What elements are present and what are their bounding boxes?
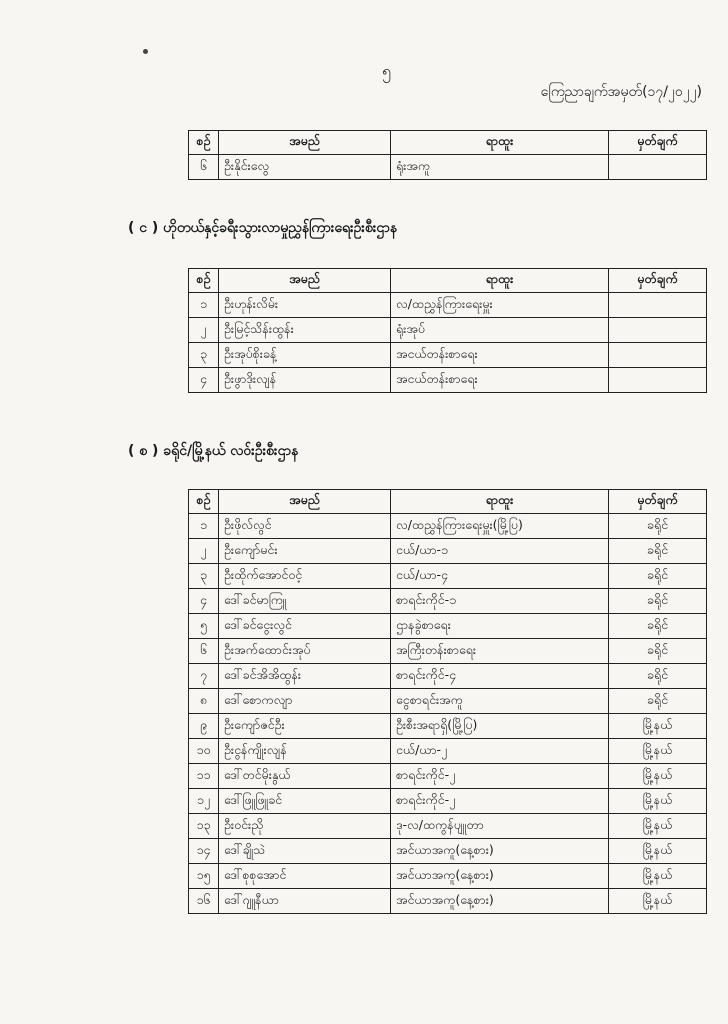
cell-position: အငယ်တန်းစာရေး [391, 368, 609, 393]
cell-position: အငယ်တန်းစာရေး [391, 343, 609, 368]
cell-position: ငယ်/ယာ-၁ [391, 539, 609, 564]
section-e-table [188, 489, 707, 914]
cell-name: ဒေါ်စုစုအောင် [219, 864, 391, 889]
header-no: စဉ် [189, 490, 219, 514]
cell-name: ဒေါ်ဂျူနီယာ [219, 889, 391, 914]
staff-table-continued [188, 130, 707, 180]
cell-remark [609, 155, 707, 180]
table-row [189, 343, 707, 368]
cell-no: ၁၁ [189, 764, 219, 789]
table-header-row [189, 269, 707, 293]
cell-name: ဦးအက်ထောင်းအုပ် [219, 639, 391, 664]
cell-no: ၆ [189, 639, 219, 664]
cell-position: ဌာနခွဲစာရေး [391, 614, 609, 639]
cell-position: လ/ထညွှန်ကြားရေးမှူး [391, 293, 609, 318]
cell-no: ၁၃ [189, 814, 219, 839]
table-row [189, 714, 707, 739]
cell-name: ဒေါ်ခင်မာကြူ [219, 589, 391, 614]
cell-remark: ခရိုင် [609, 589, 707, 614]
cell-remark: ခရိုင် [609, 614, 707, 639]
cell-no: ၁၀ [189, 739, 219, 764]
cell-remark: ခရိုင် [609, 514, 707, 539]
cell-remark: မြို့နယ် [609, 764, 707, 789]
section-e-heading: ( စ ) ခရိုင်/မြို့နယ် လဝ်းဦးစီးဌာန [128, 443, 299, 459]
announcement-reference: ကြေညာချက်အမှတ်(၁၇/၂၀၂၂) [540, 84, 702, 100]
table-row [189, 739, 707, 764]
cell-name: ဦးနိုင်းလွေ [219, 155, 391, 180]
table-row [189, 664, 707, 689]
table-row [189, 318, 707, 343]
table-row [189, 614, 707, 639]
cell-no: ၉ [189, 714, 219, 739]
cell-position: စာရင်းကိုင်-၁ [391, 589, 609, 614]
cell-no: ၁ [189, 293, 219, 318]
section-c-heading: ( င ) ဟိုတယ်နှင့်ခရီးသွားလာမှုညွှန်ကြားရေးဦးစီးဌာန [128, 220, 398, 236]
cell-no: ၄ [189, 589, 219, 614]
table-row [189, 564, 707, 589]
header-position: ရာထူး [391, 269, 609, 293]
header-position: ရာထူး [391, 490, 609, 514]
table-row [189, 368, 707, 393]
table-row [189, 764, 707, 789]
cell-position: လ/ထညွှန်ကြားရေးမှူး(မြို့ပြ) [391, 514, 609, 539]
cell-no: ၁၂ [189, 789, 219, 814]
cell-remark: မြို့နယ် [609, 839, 707, 864]
cell-no: ၇ [189, 664, 219, 689]
cell-remark [609, 368, 707, 393]
cell-name: ဦးဖိုလ်လွင် [219, 514, 391, 539]
cell-remark [609, 318, 707, 343]
cell-remark: ခရိုင် [609, 639, 707, 664]
table-row [189, 889, 707, 914]
cell-position: အင်ယာအကူ(နေ့စား) [391, 864, 609, 889]
header-remark: မှတ်ချက် [609, 490, 707, 514]
cell-name: ဦးကျော်ဇင်ဦး [219, 714, 391, 739]
ink-mark [143, 49, 148, 54]
table-header-row [189, 131, 707, 155]
cell-no: ၈ [189, 689, 219, 714]
cell-position: ငွေစာရင်းအကူ [391, 689, 609, 714]
cell-name: ဦးဖွာဒိုးလျန် [219, 368, 391, 393]
cell-name: ဒေါ်ချိုသဲ [219, 839, 391, 864]
cell-position: အင်ယာအကူ(နေ့စား) [391, 839, 609, 864]
cell-no: ၂ [189, 318, 219, 343]
cell-remark: ခရိုင် [609, 564, 707, 589]
page-number: ၅ [382, 61, 391, 80]
header-no: စဉ် [189, 131, 219, 155]
table-header-row [189, 490, 707, 514]
cell-position: စာရင်းကိုင်-၂ [391, 764, 609, 789]
table-row [189, 639, 707, 664]
cell-name: ဦးမြင့်သိန်းထွန်း [219, 318, 391, 343]
section-c-table [188, 268, 707, 393]
cell-position: ငယ်/ယာ-၂ [391, 739, 609, 764]
cell-no: ၆ [189, 155, 219, 180]
cell-position: ဦးစီးအရာရှိ(မြို့ပြ) [391, 714, 609, 739]
cell-remark: မြို့နယ် [609, 864, 707, 889]
table-row [189, 539, 707, 564]
cell-no: ၂ [189, 539, 219, 564]
cell-position: ရုံးအုပ် [391, 318, 609, 343]
cell-name: ဦးအုပ်စိုးခန့် [219, 343, 391, 368]
cell-name: ဒေါ်ခင်အိအိထွန်း [219, 664, 391, 689]
cell-name: ဒေါ်စောကလျာ [219, 689, 391, 714]
cell-no: ၃ [189, 343, 219, 368]
cell-no: ၁၆ [189, 889, 219, 914]
header-remark: မှတ်ချက် [609, 131, 707, 155]
cell-remark [609, 293, 707, 318]
cell-name: ဒေါ်ဖြူဖြူခင် [219, 789, 391, 814]
cell-remark: ခရိုင် [609, 539, 707, 564]
cell-position: ရုံးအကူ [391, 155, 609, 180]
table-row [189, 864, 707, 889]
cell-position: ငယ်/ယာ-၄ [391, 564, 609, 589]
cell-name: ဦးငွန်ကျိုးလျန် [219, 739, 391, 764]
cell-remark: မြို့နယ် [609, 739, 707, 764]
cell-no: ၅ [189, 614, 219, 639]
header-position: ရာထူး [391, 131, 609, 155]
cell-name: ဦးဝင်းညို [219, 814, 391, 839]
table-row [189, 689, 707, 714]
table-row [189, 293, 707, 318]
cell-no: ၄ [189, 368, 219, 393]
cell-name: ဦးထိုက်အောင်ဝင့် [219, 564, 391, 589]
header-name: အမည် [219, 490, 391, 514]
cell-position: စာရင်းကိုင်-၄ [391, 664, 609, 689]
cell-position: ဒု-လ/ထကွန်ပျူတာ [391, 814, 609, 839]
table-row [189, 514, 707, 539]
cell-name: ဒေါ်ခင်ငွေးလွင် [219, 614, 391, 639]
cell-position: စာရင်းကိုင်-၂ [391, 789, 609, 814]
table-row [189, 589, 707, 614]
cell-remark: မြို့နယ် [609, 789, 707, 814]
cell-position: အင်ယာအကူ(နေ့စား) [391, 889, 609, 914]
cell-remark: ခရိုင် [609, 689, 707, 714]
cell-remark: ခရိုင် [609, 664, 707, 689]
cell-no: ၃ [189, 564, 219, 589]
table-row [189, 789, 707, 814]
cell-remark: မြို့နယ် [609, 889, 707, 914]
table-row [189, 814, 707, 839]
header-name: အမည် [219, 131, 391, 155]
cell-no: ၁၅ [189, 864, 219, 889]
table-row [189, 155, 707, 180]
cell-name: ဒေါ်တင်မိုးနွယ် [219, 764, 391, 789]
cell-remark: မြို့နယ် [609, 714, 707, 739]
cell-name: ဦးဟုန်းလိမ်း [219, 293, 391, 318]
cell-name: ဦးကျော်မင်း [219, 539, 391, 564]
header-no: စဉ် [189, 269, 219, 293]
header-name: အမည် [219, 269, 391, 293]
cell-position: အကြီးတန်းစာရေး [391, 639, 609, 664]
cell-remark [609, 343, 707, 368]
cell-no: ၁ [189, 514, 219, 539]
header-remark: မှတ်ချက် [609, 269, 707, 293]
cell-no: ၁၄ [189, 839, 219, 864]
table-row [189, 839, 707, 864]
cell-remark: မြို့နယ် [609, 814, 707, 839]
